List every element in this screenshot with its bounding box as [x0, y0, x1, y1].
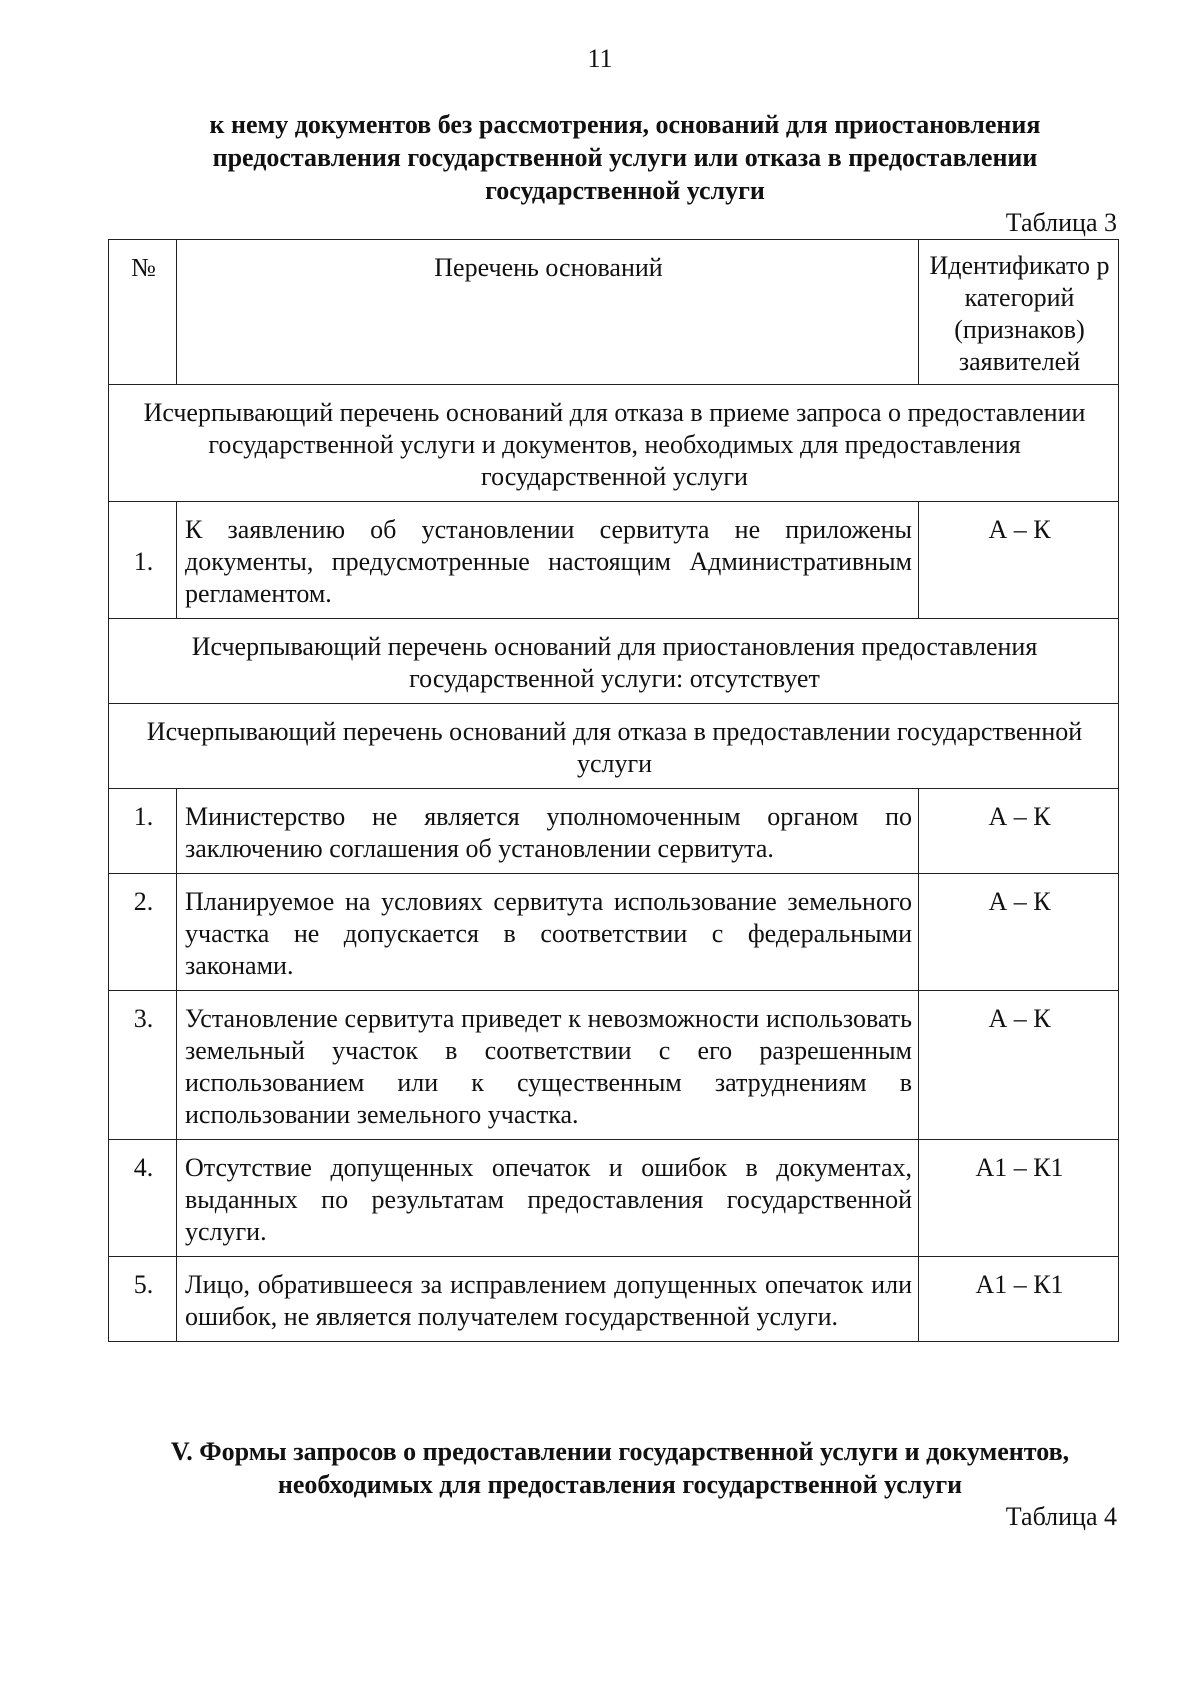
- table-caption: Таблица 3: [1005, 208, 1117, 237]
- heading-line: необходимых для предоставления государственной услуги: [277, 1470, 963, 1499]
- row-identifier: А – К: [919, 874, 1119, 991]
- row-number: 3.: [109, 991, 177, 1140]
- row-number: 1.: [109, 502, 177, 619]
- grounds-table: [108, 239, 1119, 1342]
- row-identifier: А – К: [919, 789, 1119, 874]
- row-text: Министерство не является уполномоченным органом по заключению соглашения об установлении сервитута.: [177, 789, 919, 874]
- table-row: [109, 1257, 1119, 1342]
- section-title: Исчерпывающий перечень оснований для приостановления предоставления государственной услуги: отсутствует: [109, 619, 1119, 704]
- row-identifier: А1 – К1: [919, 1140, 1119, 1257]
- row-identifier: А – К: [919, 502, 1119, 619]
- heading-line: государственной услуги: [485, 176, 765, 205]
- table-row: [109, 991, 1119, 1140]
- row-text: Установление сервитута приведет к невозможности использовать земельный участок в соответствии с его разрешенным использованием или к существенным затруднениям в использовании земельного участка.: [177, 991, 919, 1140]
- heading-line: предоставления государственной услуги или отказа в предоставлении: [212, 143, 1038, 172]
- header-identifier: Идентификато р категорий (признаков) заявителей: [919, 240, 1119, 385]
- table-row: [109, 874, 1119, 991]
- heading-line: к нему документов без рассмотрения, оснований для приостановления: [209, 110, 1041, 139]
- section-row: [109, 385, 1119, 502]
- row-identifier: А1 – К1: [919, 1257, 1119, 1342]
- row-number: 4.: [109, 1140, 177, 1257]
- section-row: [109, 619, 1119, 704]
- row-number: 1.: [109, 789, 177, 874]
- section-heading: [120, 108, 1130, 207]
- header-grounds: Перечень оснований: [177, 240, 919, 385]
- row-identifier: А – К: [919, 991, 1119, 1140]
- page-number: 11: [587, 44, 613, 73]
- row-text: Планируемое на условиях сервитута использование земельного участка не допускается в соответствии с федеральными законами.: [177, 874, 919, 991]
- row-text: К заявлению об установлении сервитута не приложены документы, предусмотренные настоящим Административным регламентом.: [177, 502, 919, 619]
- table-row: [109, 789, 1119, 874]
- table-row: [109, 1140, 1119, 1257]
- row-number: 5.: [109, 1257, 177, 1342]
- section-title: Исчерпывающий перечень оснований для отказа в предоставлении государственной услуги: [109, 704, 1119, 789]
- table-header-row: [109, 240, 1119, 385]
- section-v-heading: [100, 1435, 1140, 1501]
- table-row: [109, 502, 1119, 619]
- table-caption: Таблица 4: [1005, 1502, 1117, 1531]
- section-row: [109, 704, 1119, 789]
- header-num: №: [109, 240, 177, 385]
- section-title: Исчерпывающий перечень оснований для отказа в приеме запроса о предоставлении государственной услуги и документов, необходимых для предоставления государственной услуги: [109, 385, 1119, 502]
- row-number: 2.: [109, 874, 177, 991]
- heading-line: V. Формы запросов о предоставлении государственной услуги и документов,: [170, 1437, 1070, 1466]
- row-text: Лицо, обратившееся за исправлением допущенных опечаток или ошибок, не является получателем государственной услуги.: [177, 1257, 919, 1342]
- row-text: Отсутствие допущенных опечаток и ошибок в документах, выданных по результатам предоставления государственной услуги.: [177, 1140, 919, 1257]
